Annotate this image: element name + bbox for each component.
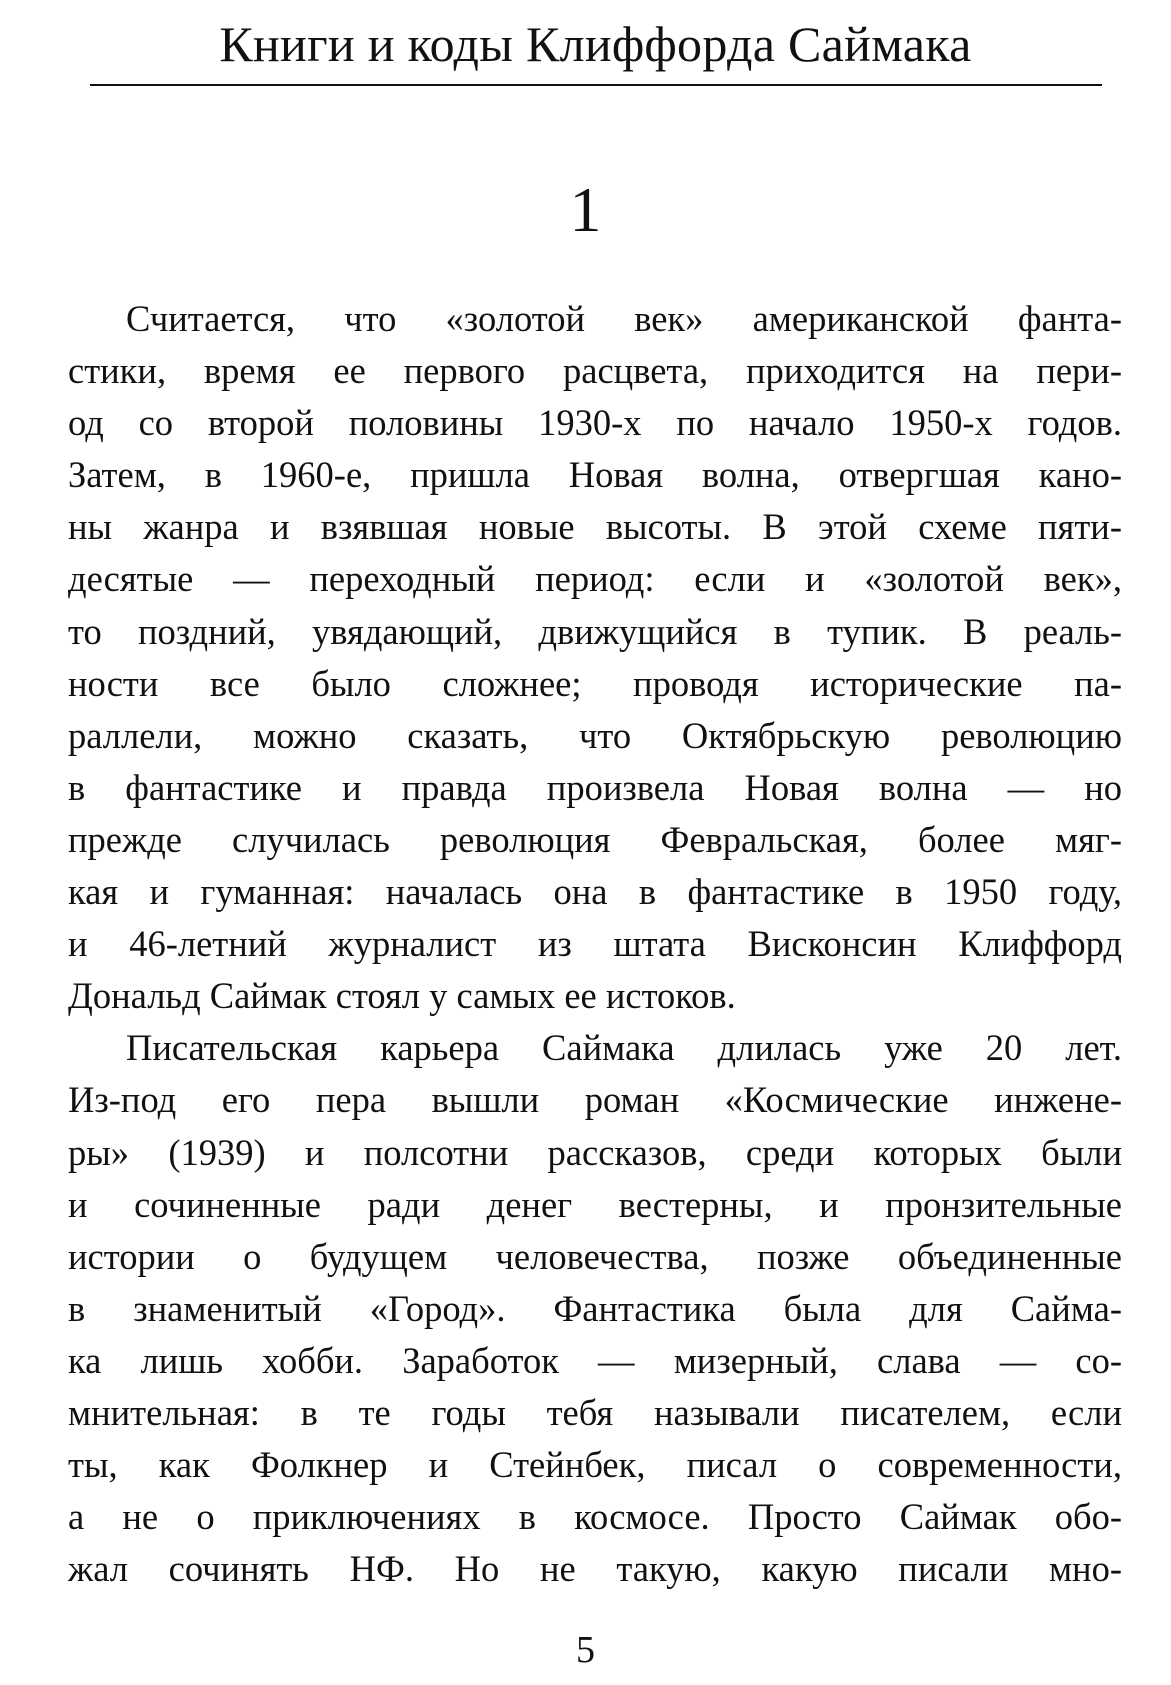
running-head: Книги и коды Клиффорда Саймака — [219, 16, 972, 72]
text-line: Дональд Саймак стоял у самых ее истоков. — [68, 975, 736, 1017]
text-line: ры» (1939) и полсотни рассказов, среди которых были — [68, 1131, 1122, 1173]
text-line: жал сочинять НФ. Но не такую, какую писали мно- — [68, 1548, 1122, 1590]
body-text — [68, 293, 1122, 1595]
text-line: в фантастике и правда произвела Новая волна — но — [68, 766, 1122, 808]
text-line: ка лишь хобби. Заработок — мизерный, слава — со- — [68, 1339, 1122, 1381]
text-line: стики, время ее первого расцвета, приходится на пери- — [68, 350, 1122, 392]
text-line: ты, как Фолкнер и Стейнбек, писал о современности, — [68, 1444, 1122, 1486]
text-line: ности все было сложнее; проводя исторические па- — [68, 662, 1122, 704]
text-line: Затем, в 1960-е, пришла Новая волна, отвергшая кано- — [68, 454, 1122, 496]
text-line: то поздний, увядающий, движущийся в тупик. В реаль- — [68, 610, 1122, 652]
page-number: 5 — [576, 1629, 595, 1671]
text-line: од со второй половины 1930-х по начало 1950-х годов. — [68, 402, 1122, 444]
text-line: Считается, что «золотой век» американской фанта- — [126, 298, 1122, 339]
text-line: а не о приключениях в космосе. Просто Саймак обо- — [68, 1496, 1122, 1538]
text-line: Писательская карьера Саймака длилась уже 20 лет. — [126, 1027, 1122, 1069]
text-line: ны жанра и взявшая новые высоты. В этой схеме пяти- — [68, 506, 1122, 548]
text-line: раллели, можно сказать, что Октябрьскую революцию — [68, 714, 1122, 756]
text-line: прежде случилась революция Февральская, более мяг- — [68, 818, 1122, 860]
text-line: кая и гуманная: началась она в фантастике в 1950 году, — [68, 871, 1122, 913]
text-line: в знаменитый «Город». Фантастика была для Сайма- — [68, 1287, 1122, 1329]
text-line: истории о будущем человечества, позже объединенные — [68, 1235, 1122, 1277]
text-line: и 46-летний журналист из штата Висконсин Клиффорд — [68, 923, 1122, 965]
text-line: мнительная: в те годы тебя называли писателем, если — [68, 1391, 1122, 1433]
header-rule — [90, 84, 1102, 86]
text-line: десятые — переходный период: если и «золотой век», — [68, 558, 1122, 600]
text-line: и сочиненные ради денег вестерны, и пронзительные — [68, 1183, 1122, 1225]
chapter-number: 1 — [569, 174, 602, 245]
text-line: Из-под его пера вышли роман «Космические инжене- — [68, 1079, 1122, 1121]
